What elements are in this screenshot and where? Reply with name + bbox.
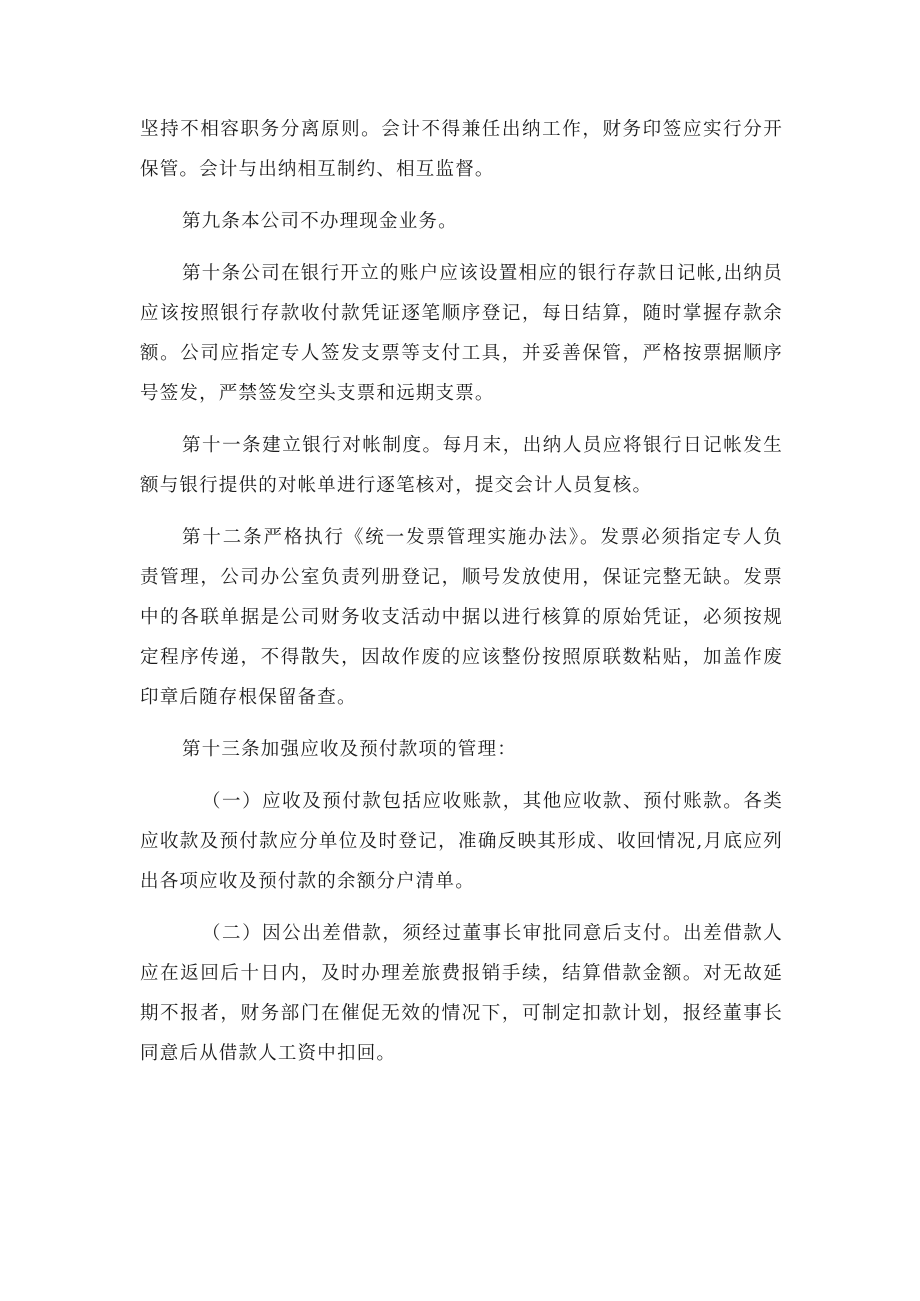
paragraph-article-13-item-2: （二）因公出差借款，须经过董事长审批同意后支付。出差借款人应在返回后十日内，及时办理差旅费报销手续，结算借款金额。对无故延期不报者，财务部门在催促无效的情况下，可制定扣款计划，报经董事长同意后从借款人工资中扣回。 (140, 923, 783, 1064)
paragraph-article-13: 第十三条加强应收及预付款项的管理： (182, 739, 517, 760)
paragraph-article-11: 第十一条建立银行对帐制度。每月末，出纳人员应将银行日记帐发生额与银行提供的对帐单进行逐笔核对，提交会计人员复核。 (140, 435, 783, 496)
paragraph-article-10: 第十条公司在银行开立的账户应该设置相应的银行存款日记帐,出纳员应该按照银行存款收付款凭证逐笔顺序登记，每日结算，随时掌握存款余额。公司应指定专人签发支票等支付工具，并妥善保管，严格按票据顺序号签发，严禁签发空头支票和远期支票。 (140, 263, 783, 404)
paragraph-article-9: 第九条本公司不办理现金业务。 (182, 211, 458, 232)
paragraph-article-12: 第十二条严格执行《统一发票管理实施办法》。发票必须指定专人负责管理，公司办公室负责列册登记，顺号发放使用，保证完整无缺。发票中的各联单据是公司财务收支活动中据以进行核算的原始凭证，必须按规定程序传递，不得散失，因故作废的应该整份按照原联数粘贴，加盖作废印章后随存根保留备查。 (140, 527, 783, 708)
document-body (140, 110, 783, 1086)
paragraph-article-13-item-1: （一）应收及预付款包括应收账款，其他应收款、预付账款。各类应收款及预付款应分单位及时登记，准确反映其形成、收回情况,月底应列出各项应收及预付款的余额分户清单。 (140, 791, 783, 892)
paragraph-continuation: 坚持不相容职务分离原则。会计不得兼任出纳工作，财务印签应实行分开保管。会计与出纳相互制约、相互监督。 (140, 119, 783, 180)
